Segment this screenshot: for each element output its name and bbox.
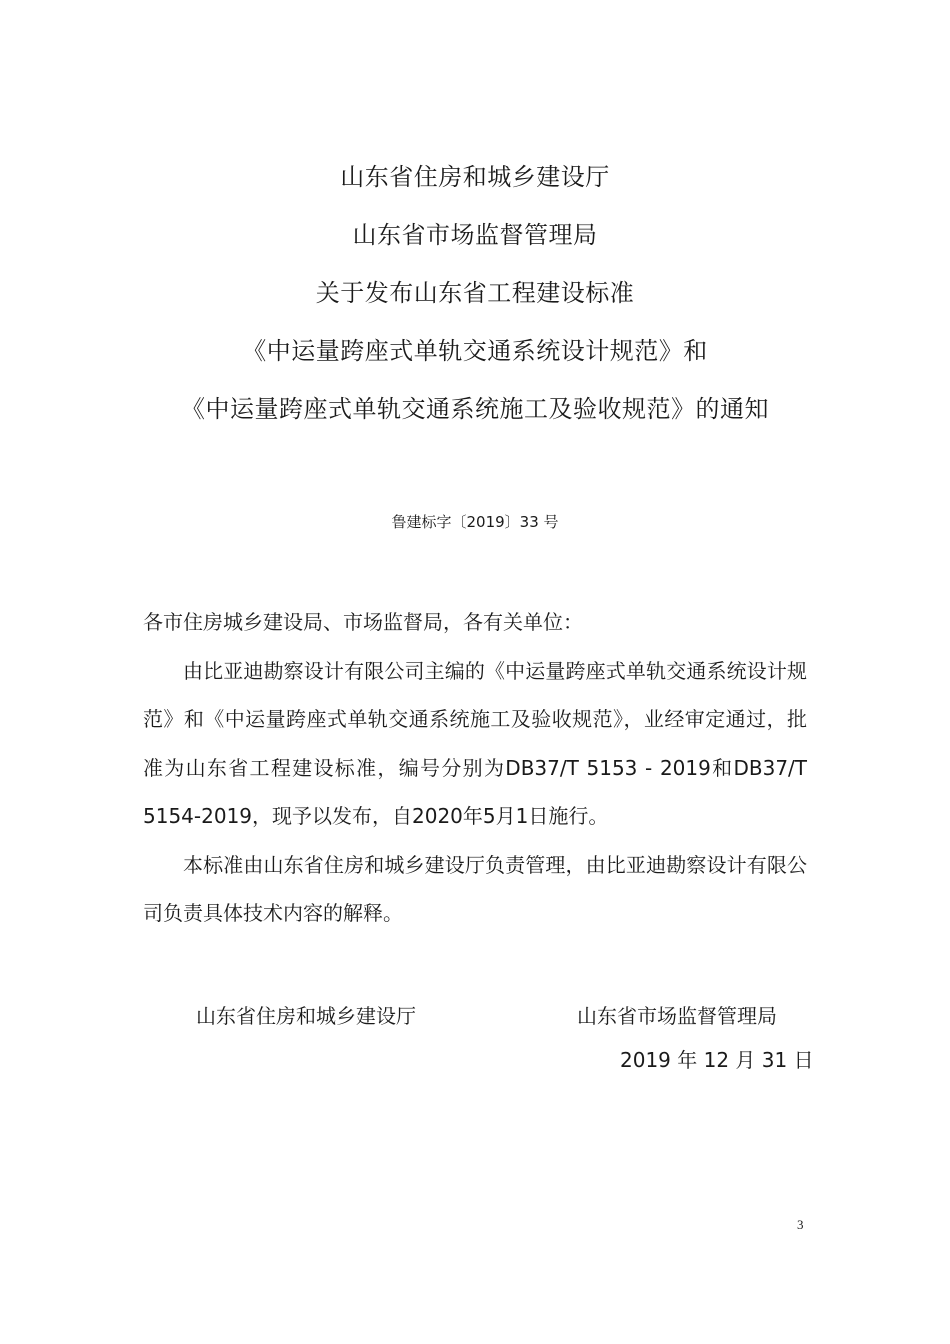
- body-paragraph-management: 本标准由山东省住房和城乡建设厅负责管理，由比亚迪勘察设计有限公司负责具体技术内容的解释。: [143, 852, 807, 925]
- page-number: 3: [797, 1217, 804, 1232]
- signatory-market-regulation: 山东省市场监督管理局: [577, 1004, 777, 1028]
- salutation: 各市住房城乡建设局、市场监督局，各有关单位：: [143, 610, 583, 634]
- title-line-subject: 关于发布山东省工程建设标准: [315, 279, 635, 307]
- notice-title: [0, 148, 950, 438]
- document-number: 鲁建标字〔2019〕33 号: [391, 513, 559, 531]
- issue-date: 2019 年 12 月 31 日: [620, 1048, 814, 1072]
- body-paragraph-publication: 由比亚迪勘察设计有限公司主编的《中运量跨座式单轨交通系统设计规范》和《中运量跨座式单轨交通系统施工及验收规范》，业经审定通过，批准为山东省工程建设标准，编号分别为DB37/T 5153 - 2019和DB37/T 5154-2019，现予以发布，自2020年5月1日施行。: [143, 658, 807, 828]
- title-line-issuer-1: 山东省住房和城乡建设厅: [340, 163, 610, 191]
- notice-body: [143, 598, 807, 938]
- title-line-issuer-2: 山东省市场监督管理局: [352, 221, 598, 249]
- title-line-standard-2: 《中运量跨座式单轨交通系统施工及验收规范》的通知: [181, 395, 769, 423]
- title-line-standard-1: 《中运量跨座式单轨交通系统设计规范》和: [242, 337, 708, 365]
- signatory-housing-department: 山东省住房和城乡建设厅: [196, 1004, 416, 1028]
